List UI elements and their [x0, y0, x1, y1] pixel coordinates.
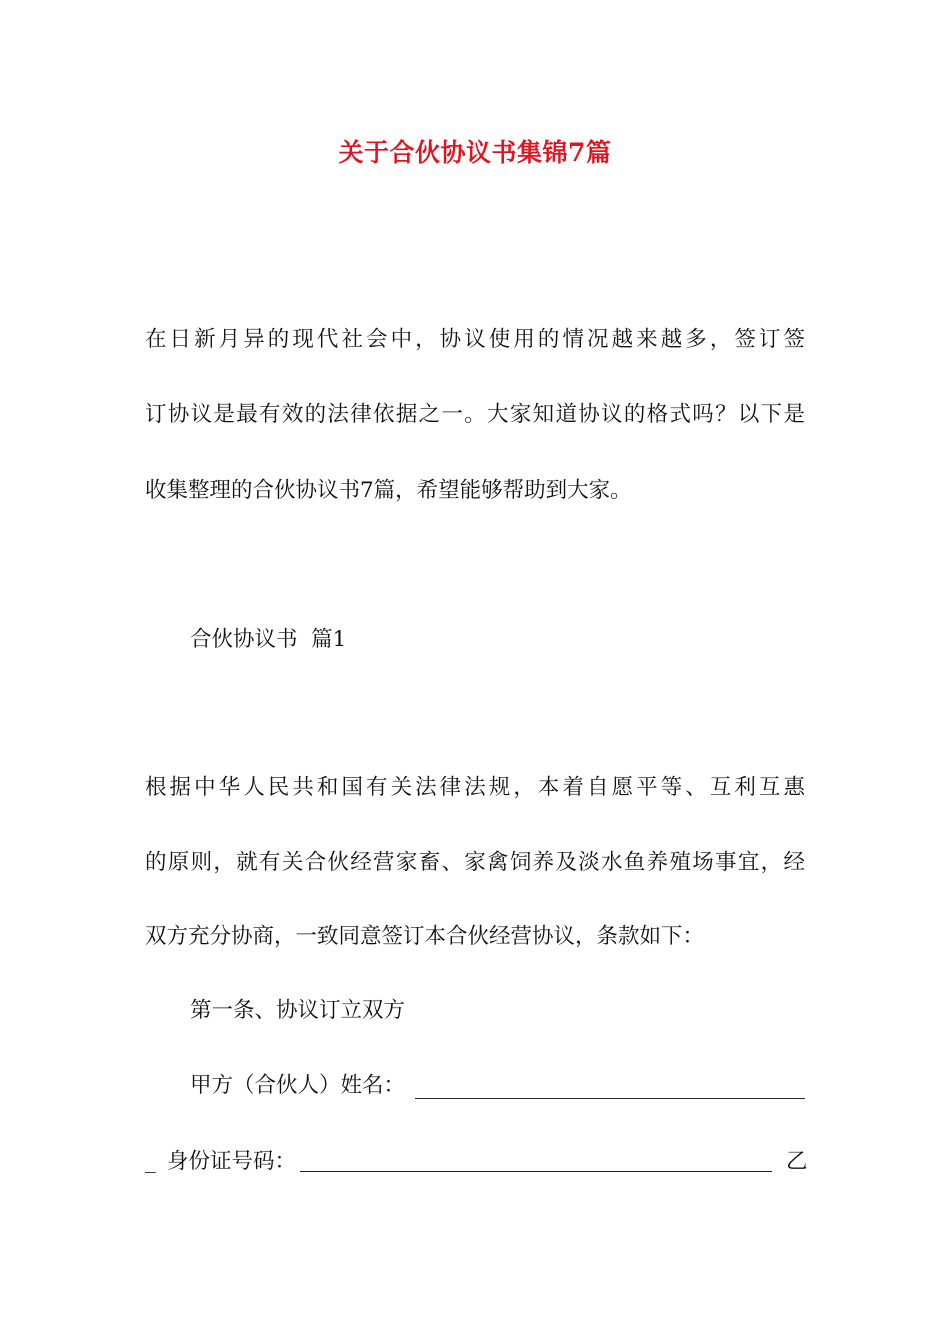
party-a-name-blank	[415, 1098, 805, 1099]
body-line-3: 双方充分协商，一致同意签订本合伙经营协议，条款如下：	[145, 924, 705, 949]
body-line-2: 的原则，就有关合伙经营家畜、家禽饲养及淡水鱼养殖场事宜，经	[145, 850, 805, 875]
document-title: 关于合伙协议书集锦7篇	[338, 138, 612, 167]
intro-line-3: 收集整理的合伙协议书7篇，希望能够帮助到大家。	[145, 478, 632, 503]
intro-line-1: 在日新月异的现代社会中，协议使用的情况越来越多，签订签	[145, 327, 805, 352]
party-b-start: 乙	[786, 1149, 808, 1174]
party-a-label: 甲方（合伙人）姓名：	[190, 1073, 406, 1098]
id-number-label: 身份证号码：	[167, 1149, 297, 1174]
body-line-1: 根据中华人民共和国有关法律法规，本着自愿平等、互利互惠	[145, 775, 805, 800]
intro-line-2: 订协议是最有效的法律依据之一。大家知道协议的格式吗？以下是	[145, 402, 805, 427]
underscore-prefix: _	[145, 1149, 156, 1174]
article-1-heading: 第一条、协议订立双方	[190, 998, 406, 1023]
id-number-blank	[300, 1171, 772, 1172]
section-heading: 合伙协议书 篇1	[190, 627, 347, 652]
